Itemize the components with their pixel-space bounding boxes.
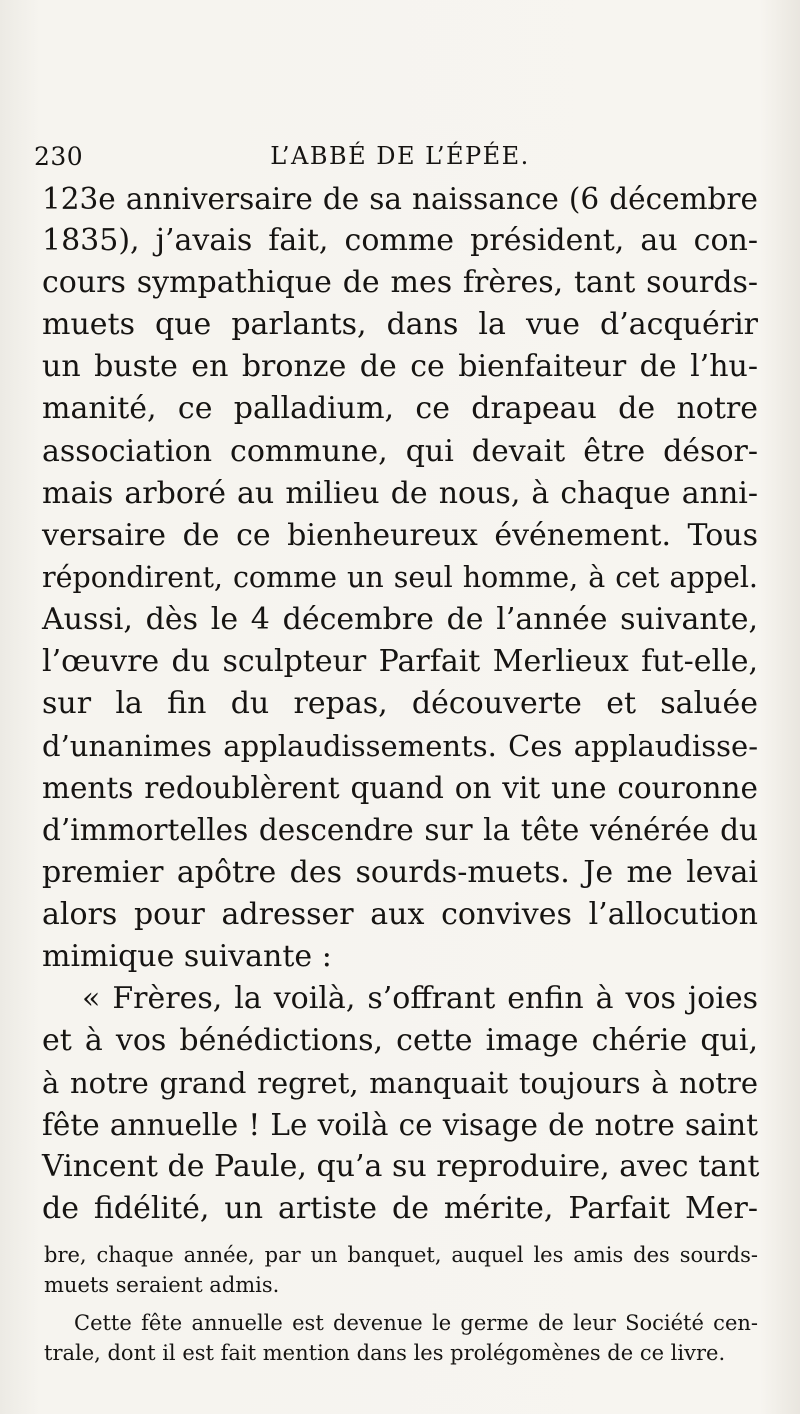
page-header bbox=[30, 142, 770, 178]
text-line: sur la fin du repas, découverte et saluée bbox=[42, 686, 758, 722]
text-line: manité, ce palladium, ce drapeau de notre bbox=[42, 391, 758, 427]
footnote-line: trale, dont il est fait mention dans les prolégomènes de ce livre. bbox=[44, 1341, 726, 1365]
text-line: association commune, qui devait être désor- bbox=[42, 433, 758, 469]
footnote-line: muets seraient admis. bbox=[44, 1273, 280, 1297]
text-line: versaire de ce bienheureux événement. Tous bbox=[42, 517, 758, 553]
text-line: alors pour adresser aux convives l’allocution bbox=[42, 896, 758, 932]
page-number: 230 bbox=[34, 142, 84, 171]
text-line: d’unanimes applaudissements. Ces applaudisse- bbox=[42, 729, 758, 764]
text-line: ments redoublèrent quand on vit une couronne bbox=[42, 771, 758, 806]
text-line: d’immortelles descendre sur la tête vénérée du bbox=[42, 813, 758, 848]
footnote-line: Cette fête annuelle est devenue le germe de leur Société cen- bbox=[74, 1311, 758, 1335]
text-line: mimique suivante : bbox=[42, 938, 332, 974]
text-line: Aussi, dès le 4 décembre de l’année suivante, bbox=[42, 601, 758, 637]
text-line: et à vos bénédictions, cette image chérie qui, bbox=[42, 1022, 758, 1058]
text-line: à notre grand regret, manquait toujours à notre bbox=[42, 1065, 758, 1100]
text-line: 123e anniversaire de sa naissance (6 décembre bbox=[42, 182, 758, 216]
text-line: l’œuvre du sculpteur Parfait Merlieux fut-elle, bbox=[42, 644, 758, 680]
text-line: de fidélité, un artiste de mérite, Parfait Mer- bbox=[42, 1191, 758, 1227]
main-text bbox=[42, 178, 758, 1230]
text-line: répondirent, comme un seul homme, à cet appel. bbox=[42, 560, 758, 594]
text-line: « Frères, la voilà, s’offrant enfin à vos joies bbox=[82, 980, 758, 1016]
running-title: L’ABBÉ DE L’ÉPÉE. bbox=[270, 142, 530, 170]
text-line: 1835), j’avais fait, comme président, au con- bbox=[42, 223, 758, 259]
text-line: mais arboré au milieu de nous, à chaque anni- bbox=[42, 475, 758, 511]
text-line: Vincent de Paule, qu’a su reproduire, avec tant bbox=[42, 1149, 760, 1185]
text-line: muets que parlants, dans la vue d’acquérir bbox=[42, 307, 758, 343]
text-line: premier apôtre des sourds-muets. Je me levai bbox=[42, 854, 758, 890]
footnote-line: bre, chaque année, par un banquet, auquel les amis des sourds- bbox=[44, 1243, 758, 1267]
footnotes bbox=[44, 1240, 758, 1368]
text-line: un buste en bronze de ce bienfaiteur de l’hu- bbox=[42, 349, 758, 385]
text-line: cours sympathique de mes frères, tant sourds- bbox=[42, 265, 758, 301]
text-line: fête annuelle ! Le voilà ce visage de notre saint bbox=[42, 1108, 758, 1143]
